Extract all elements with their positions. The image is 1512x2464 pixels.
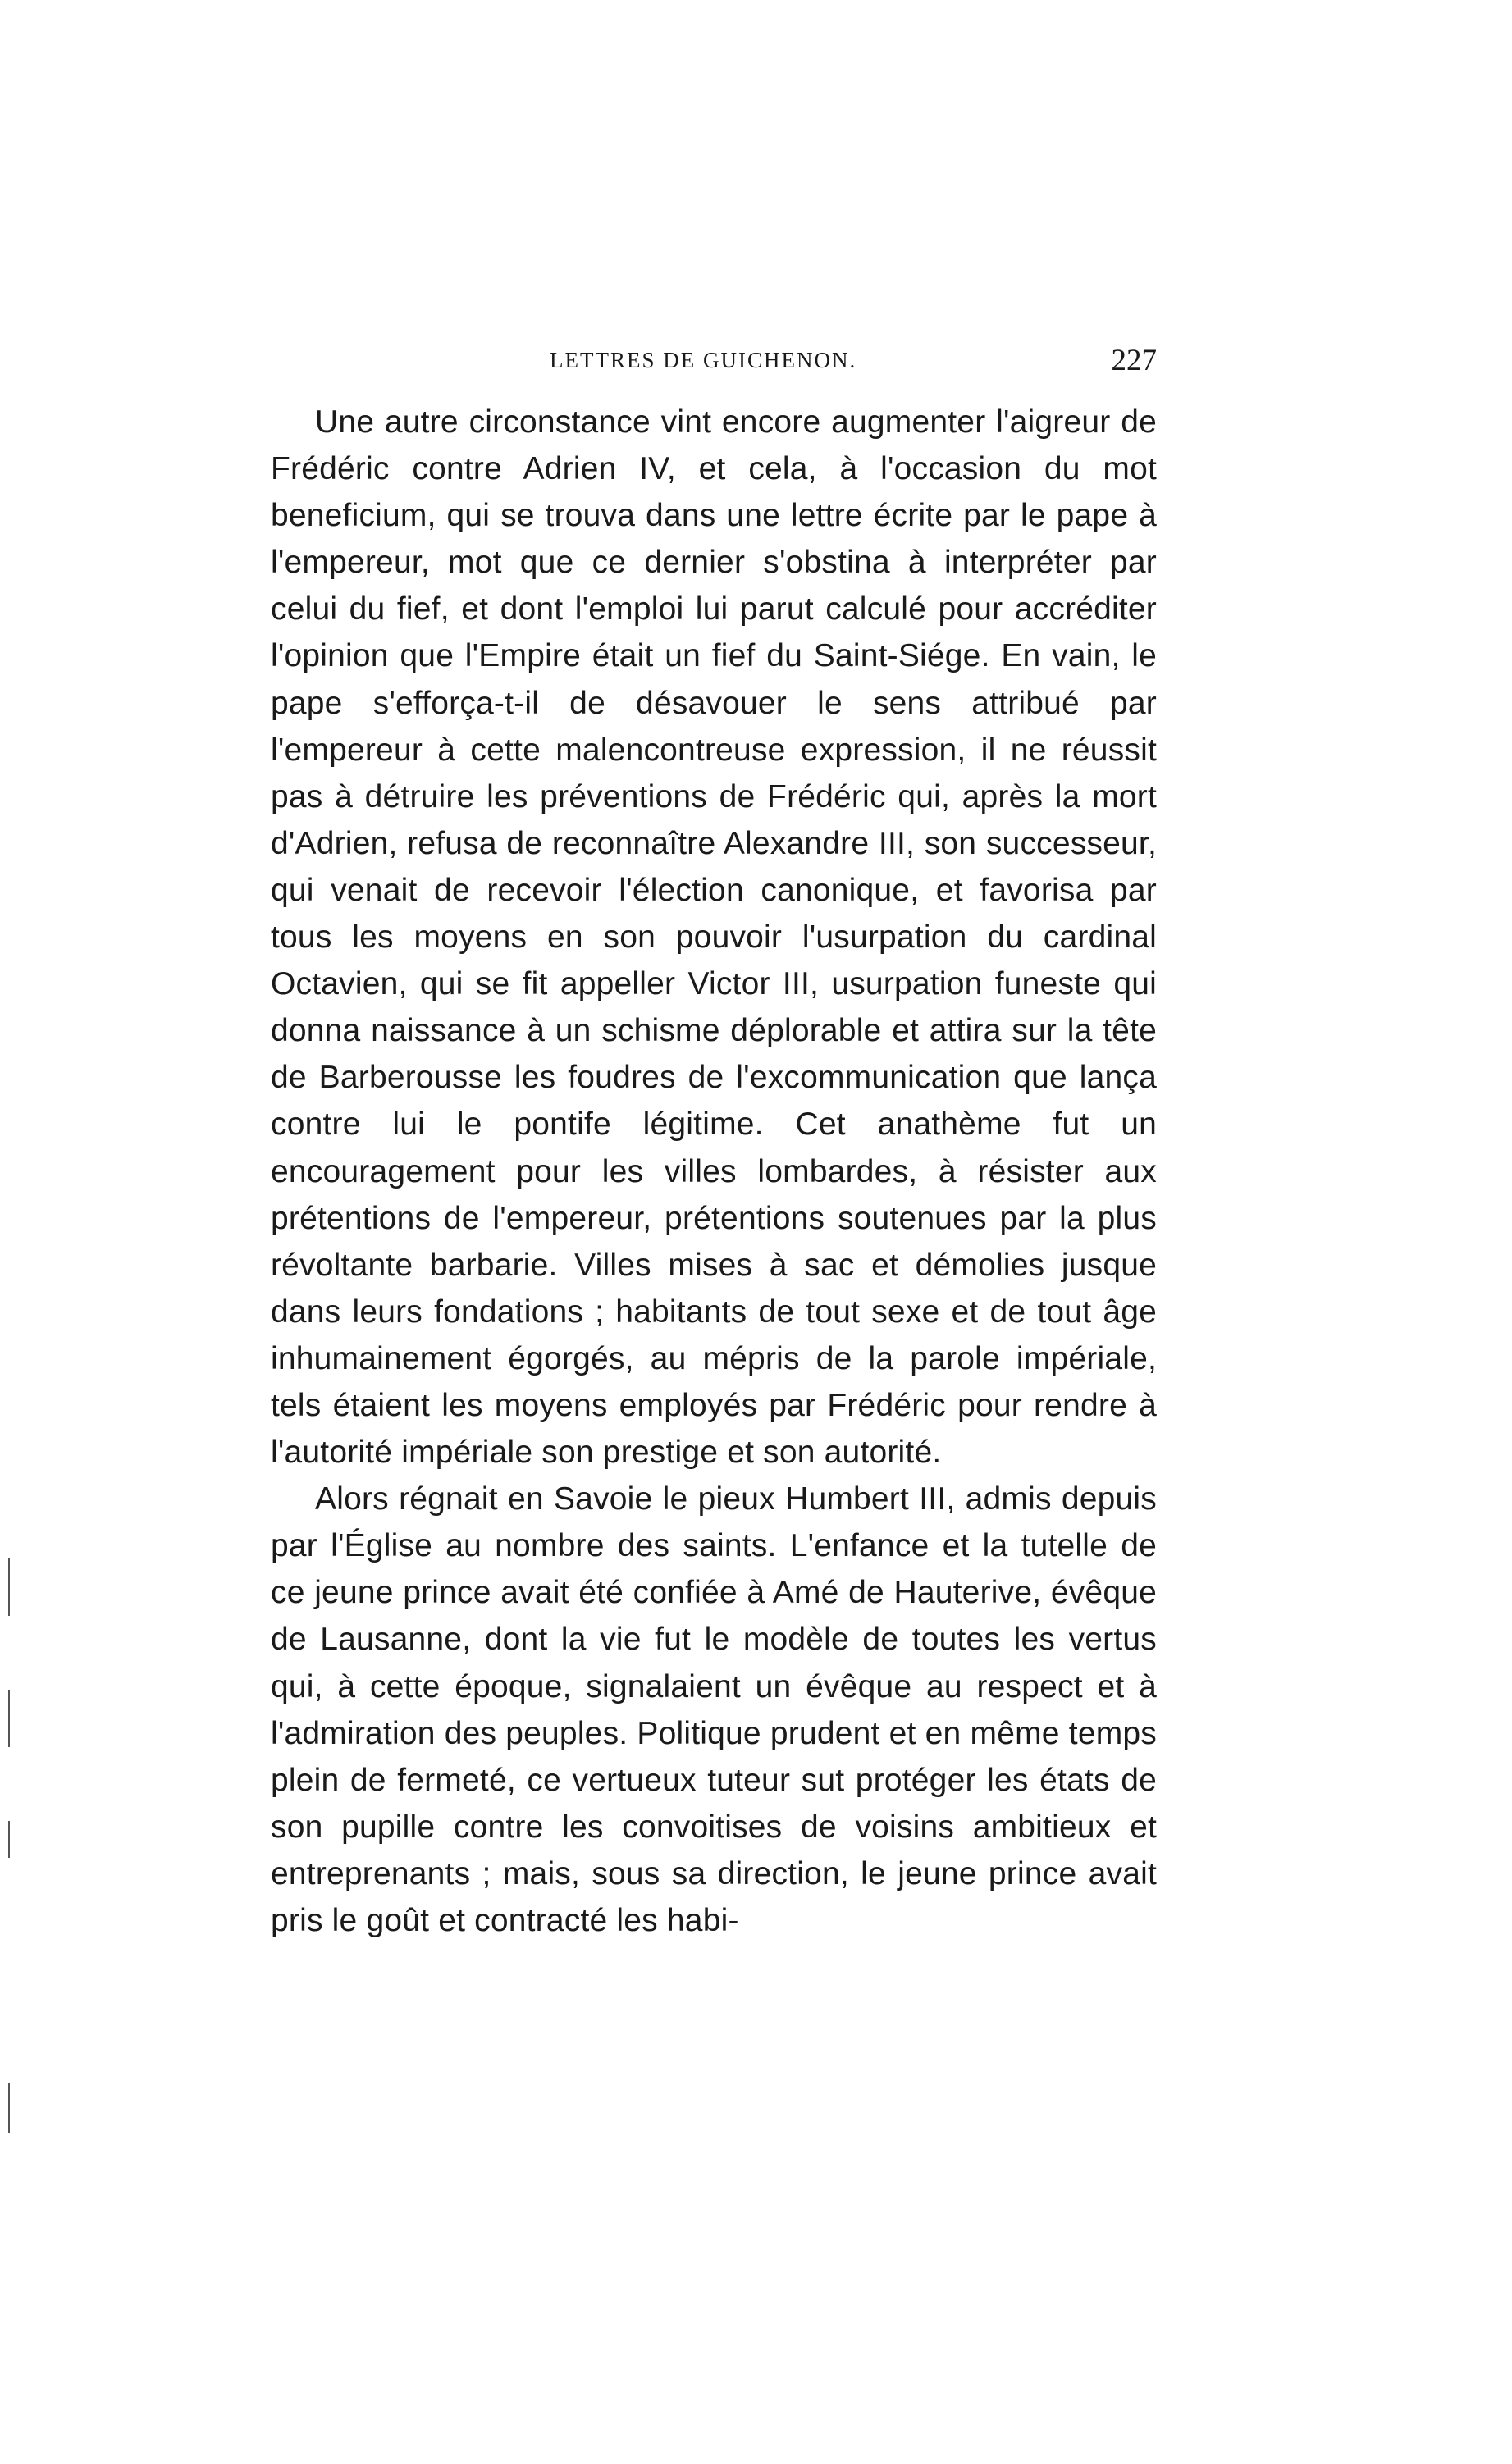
body-text bbox=[271, 399, 1157, 1944]
paragraph-1: Une autre circonstance vint encore augmenter l'aigreur de Frédéric contre Adrien IV, et cela, à l'occasion du mot beneficium, qui se trouva dans une lettre écrite par le pape à l'empereur, mot que ce dernier s'obstina à interpréter par celui du fief, et dont l'emploi lui parut calculé pour accréditer l'opinion que l'Empire était un fief du Saint-Siége. En vain, le pape s'efforça-t-il de désavouer le sens attribué par l'empereur à cette malencontreuse expression, il ne réussit pas à détruire les préventions de Frédéric qui, après la mort d'Adrien, refusa de reconnaître Alexandre III, son successeur, qui venait de recevoir l'élection canonique, et favorisa par tous les moyens en son pouvoir l'usurpation du cardinal Octavien, qui se fit appeller Victor III, usurpation funeste qui donna naissance à un schisme déplorable et attira sur la tête de Barberousse les foudres de l'excommunication que lança contre lui le pontife légitime. Cet anathème fut un encouragement pour les villes lombardes, à résister aux prétentions de l'empereur, prétentions soutenues par la plus révoltante barbarie. Villes mises à sac et démolies jusque dans leurs fondations ; habitants de tout sexe et de tout âge inhumainement égorgés, au mépris de la parole impériale, tels étaient les moyens employés par Frédéric pour rendre à l'autorité impériale son prestige et son autorité. bbox=[271, 404, 1157, 1471]
page-number: 227 bbox=[1111, 344, 1157, 377]
running-title: LETTRES DE GUICHENON. bbox=[550, 348, 857, 372]
scan-edge-mark bbox=[8, 2083, 10, 2133]
page-header bbox=[271, 343, 1157, 382]
scan-edge-mark bbox=[8, 1558, 10, 1616]
paragraph-2: Alors régnait en Savoie le pieux Humbert III, admis depuis par l'Église au nombre des saints. L'enfance et la tutelle de ce jeune prince avait été confiée à Amé de Hauterive, évêque de Lausanne, dont la vie fut le modèle de toutes les vertus qui, à cette époque, signalaient un évêque au respect et à l'admiration des peuples. Politique prudent et en même temps plein de fermeté, ce vertueux tuteur sut protéger les états de son pupille contre les convoitises de voisins ambitieux et entreprenants ; mais, sous sa direction, le jeune prince avait pris le goût et contracté les habi- bbox=[271, 1481, 1157, 1938]
scan-edge-mark bbox=[8, 1821, 10, 1858]
scan-edge-mark bbox=[8, 1690, 10, 1747]
